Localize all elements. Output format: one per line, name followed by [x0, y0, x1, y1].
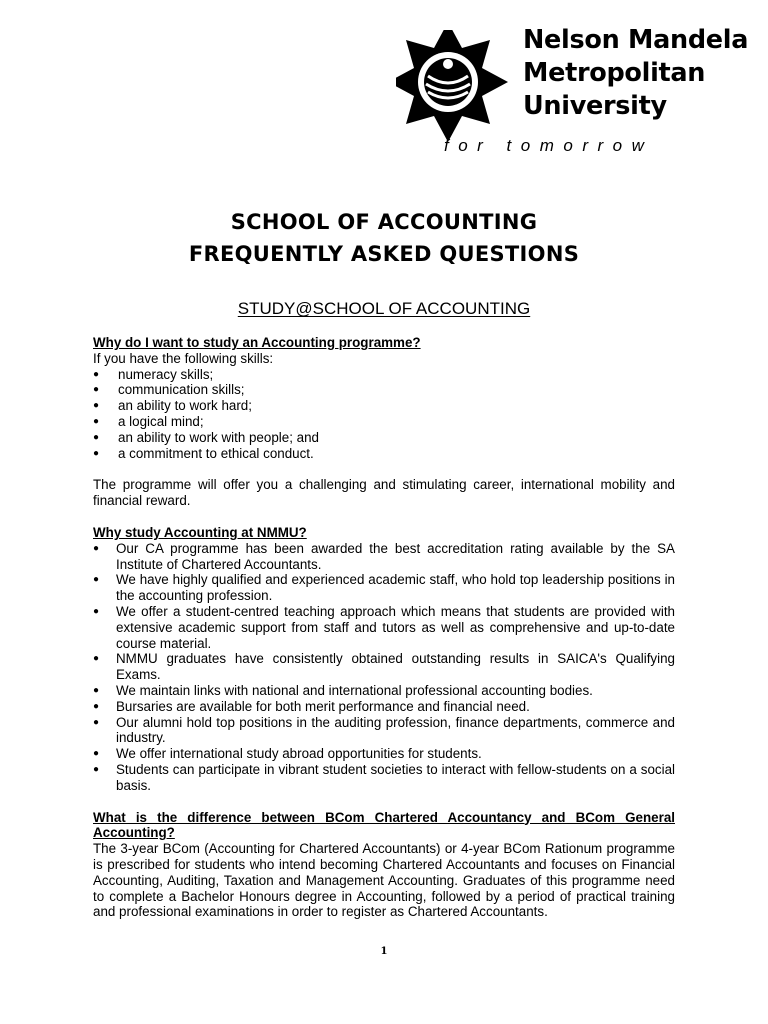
university-name [523, 24, 748, 123]
list-item [93, 541, 675, 573]
university-name-line: Metropolitan [523, 58, 706, 88]
list-item [93, 367, 675, 383]
university-name-line: University [523, 91, 667, 121]
page-number: 1 [380, 946, 388, 957]
list-item [93, 715, 675, 747]
answer-text: The 3-year BCom (Accounting for Chartered Accountants) or 4-year BCom Rationum programme is prescribed for students who intend becoming Chartered Accountants and focuses on Financial Accounting, Auditing, Taxation and Management Accounting. Graduates of this programme need to complete a Bachelor Honours degree in Accounting, followed by a period of practical training and professional examinations in order to register as Chartered Accountants. [93, 841, 675, 920]
list-item-text: a commitment to ethical conduct. [118, 445, 314, 461]
list-item-text: a logical mind; [118, 413, 204, 429]
list-item-text: We maintain links with national and international professional accounting bodies. [116, 682, 593, 698]
bullet-icon: ● [93, 542, 100, 554]
question-heading: Why do I want to study an Accounting programme? [93, 335, 421, 350]
list-item [93, 398, 675, 414]
skills-list [93, 367, 675, 462]
list-item [93, 446, 675, 462]
bullet-icon: ● [93, 763, 100, 775]
list-item-text: numeracy skills; [118, 366, 214, 382]
list-item-text: Bursaries are available for both merit performance and financial need. [116, 698, 530, 714]
list-item-text: We offer a student-centred teaching approach which means that students are provided with extensive academic support from staff and tutors as well as comprehensive and up-to-date course material. [116, 603, 675, 651]
faq-content [93, 335, 675, 920]
list-item [93, 683, 675, 699]
bullet-icon: ● [93, 447, 100, 459]
intro-text: If you have the following skills: [93, 350, 274, 366]
list-item [93, 762, 675, 794]
bullet-icon: ● [93, 700, 100, 712]
bullet-icon: ● [93, 716, 100, 728]
bullet-icon: ● [93, 684, 100, 696]
list-item [93, 414, 675, 430]
bullet-icon: ● [93, 653, 100, 665]
list-item [93, 699, 675, 715]
list-item-text: an ability to work hard; [118, 398, 252, 414]
list-item [93, 572, 675, 604]
list-item-text: NMMU graduates have consistently obtained outstanding results in SAICA's Qualifying Exams. [116, 651, 675, 683]
bullet-icon: ● [93, 748, 100, 760]
question-heading: Why study Accounting at NMMU? [93, 524, 307, 540]
bullet-icon: ● [93, 400, 100, 412]
bullet-icon: ● [93, 574, 100, 586]
list-item [93, 382, 675, 398]
bullet-icon: ● [93, 415, 100, 427]
section-subtitle: STUDY@SCHOOL OF ACCOUNTING [237, 299, 531, 318]
list-item-text: We have highly qualified and experienced academic staff, who hold top leadership positions in the accounting profession. [116, 572, 675, 604]
bullet-icon: ● [93, 431, 100, 443]
bullet-icon: ● [93, 368, 100, 380]
page-title-line1: SCHOOL OF ACCOUNTING [230, 210, 538, 234]
list-item [93, 746, 675, 762]
conclusion-text: The programme will offer you a challenging and stimulating career, international mobility and financial reward. [93, 477, 675, 509]
nmmu-logo-icon [384, 18, 512, 146]
bullet-icon: ● [93, 605, 100, 617]
university-name-line: Nelson Mandela [523, 25, 749, 55]
list-item [93, 604, 675, 651]
question-heading: What is the difference between BCom Chartered Accountancy and BCom General Accounting? [93, 809, 675, 841]
reasons-list [93, 541, 675, 794]
list-item-text: We offer international study abroad opportunities for students. [116, 746, 482, 762]
list-item-text: Students can participate in vibrant student societies to interact with fellow-students on a social basis. [116, 761, 675, 793]
list-item [93, 430, 675, 446]
list-item-text: Our alumni hold top positions in the auditing profession, finance departments, commerce and industry. [116, 714, 675, 746]
bullet-icon: ● [93, 384, 100, 396]
page-title-line2: FREQUENTLY ASKED QUESTIONS [188, 242, 580, 266]
list-item [93, 651, 675, 683]
list-item-text: Our CA programme has been awarded the best accreditation rating available by the SA Institute of Chartered Accountants. [116, 540, 675, 572]
tagline: for tomorrow [444, 136, 654, 155]
list-item-text: an ability to work with people; and [118, 429, 319, 445]
list-item-text: communication skills; [118, 382, 245, 398]
